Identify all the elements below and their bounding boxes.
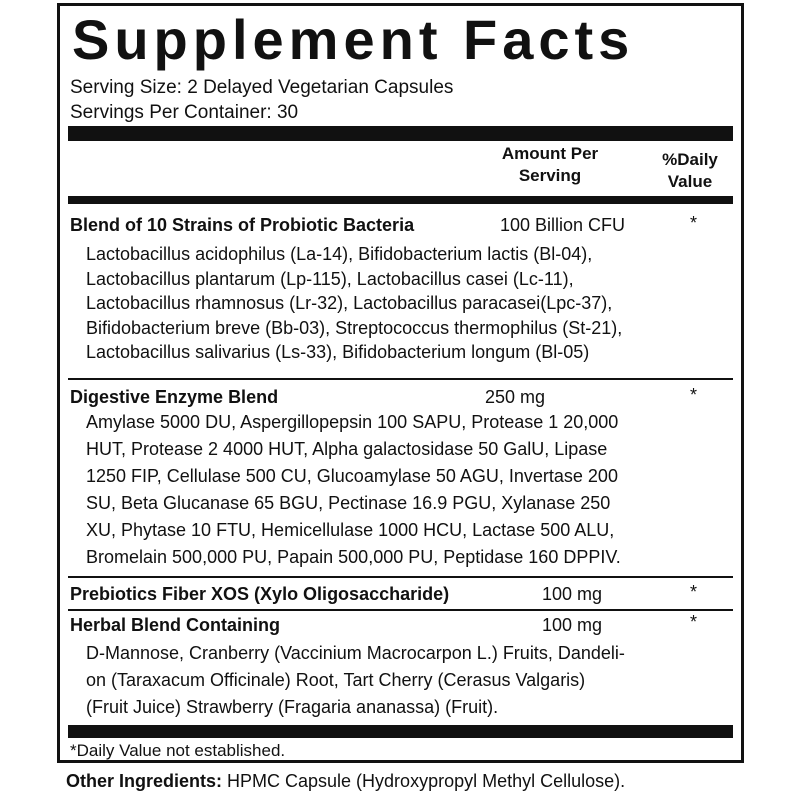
ingredient-detail: Lactobacillus salivarius (Ls-33), Bifidobacterium longum (Bl-05)	[86, 342, 590, 362]
daily-value: *	[690, 385, 698, 405]
ingredient-name: Blend of 10 Strains of Probiotic Bacteria	[70, 215, 415, 235]
amount-per-serving-header: Amount Per Serving	[501, 144, 599, 185]
thick-divider	[68, 126, 733, 141]
daily-value: *	[690, 612, 698, 632]
other-ingredients	[66, 769, 625, 793]
ingredient-detail: Lactobacillus plantarum (Lp-115), Lactobacillus casei (Lc-11),	[86, 268, 574, 289]
servings-per-container: Servings Per Container: 30	[70, 102, 299, 123]
ingredient-amount: 100 mg	[542, 615, 603, 635]
ingredient-amount: 100 mg	[542, 584, 603, 604]
ingredient-detail: Lactobacillus acidophilus (La-14), Bifidobacterium lactis (Bl-04),	[86, 244, 593, 264]
ingredient-name: Prebiotics Fiber XOS (Xylo Oligosaccharide)	[70, 584, 450, 604]
ingredient-detail: Amylase 5000 DU, Aspergillopepsin 100 SAPU, Protease 1 20,000	[86, 412, 619, 432]
row-divider	[68, 609, 733, 611]
header-divider	[68, 196, 733, 204]
ingredient-detail: D-Mannose, Cranberry (Vaccinium Macrocarpon L.) Fruits, Dandeli-	[86, 643, 625, 663]
ingredient-name: Digestive Enzyme Blend	[70, 387, 279, 407]
ingredient-name: Herbal Blend Containing	[70, 615, 281, 635]
serving-size: Serving Size: 2 Delayed Vegetarian Capsules	[70, 77, 454, 98]
ingredient-detail: 1250 FIP, Cellulase 500 CU, Glucoamylase 50 AGU, Invertase 200	[86, 466, 618, 486]
ingredient-detail: Lactobacillus rhamnosus (Lr-32), Lactobacillus paracasei(Lpc-37),	[86, 293, 613, 313]
footnote: *Daily Value not established.	[70, 741, 286, 760]
ingredient-detail: HUT, Protease 2 4000 HUT, Alpha galactosidase 50 GalU, Lipase	[86, 439, 608, 459]
ingredient-detail: Bromelain 500,000 PU, Papain 500,000 PU, Peptidase 160 DPPIV.	[86, 547, 621, 567]
thick-divider	[68, 725, 733, 738]
daily-value: *	[690, 582, 698, 602]
ingredient-amount: 250 mg	[485, 387, 546, 407]
ingredient-detail: XU, Phytase 10 FTU, Hemicellulase 1000 HCU, Lactase 500 ALU,	[86, 520, 615, 540]
supplement-facts-panel	[57, 3, 744, 763]
panel-title: Supplement Facts	[72, 8, 635, 71]
ingredient-detail: (Fruit Juice) Strawberry (Fragaria ananassa) (Fruit).	[86, 697, 499, 717]
ingredient-detail: Bifidobacterium breve (Bb-03), Streptococcus thermophilus (St-21),	[86, 317, 623, 338]
other-ingredients-text: HPMC Capsule (Hydroxypropyl Methyl Cellulose).	[222, 771, 626, 791]
ingredient-detail: on (Taraxacum Officinale) Root, Tart Cherry (Cerasus Valgaris)	[86, 670, 586, 690]
other-ingredients-label: Other Ingredients:	[66, 771, 223, 791]
daily-value: *	[690, 213, 698, 233]
row-divider	[68, 378, 733, 380]
daily-value-header: %Daily Value	[662, 150, 718, 191]
ingredient-amount: 100 Billion CFU	[500, 215, 626, 235]
row-divider	[68, 576, 733, 578]
ingredient-detail: SU, Beta Glucanase 65 BGU, Pectinase 16.9 PGU, Xylanase 250	[86, 493, 611, 513]
